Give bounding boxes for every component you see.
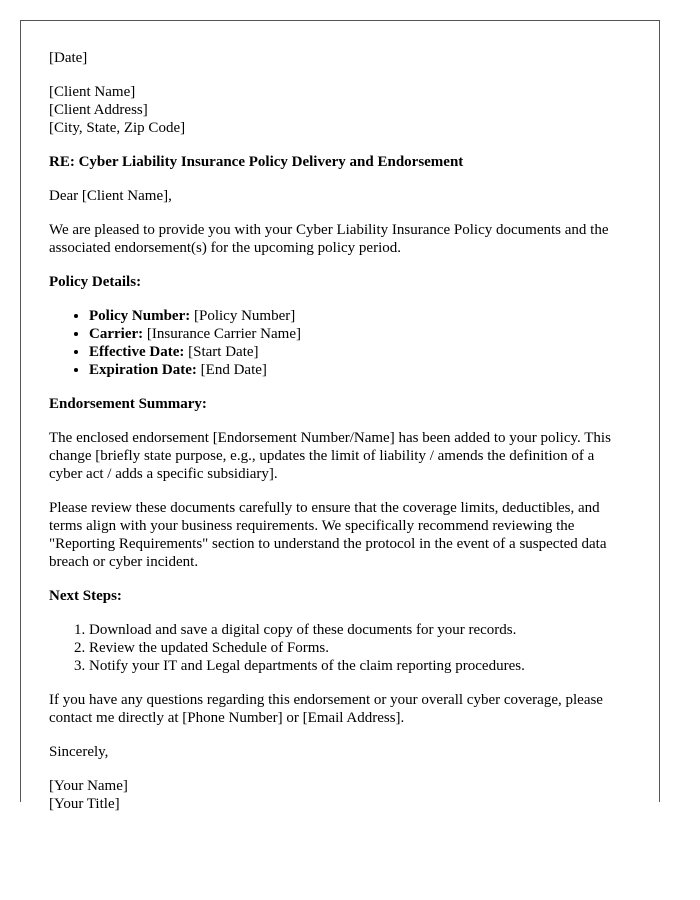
recipient-address: [Client Address] [49, 102, 148, 118]
recipient-block [49, 83, 631, 137]
next-steps-heading: Next Steps: [49, 588, 122, 604]
subject-line: RE: Cyber Liability Insurance Policy Delivery and Endorsement [49, 154, 464, 170]
policy-detail-label: Effective Date: [89, 344, 185, 360]
policy-detail-label: Policy Number: [89, 308, 191, 324]
signature-name: [Your Name] [49, 778, 128, 794]
closing-paragraph: If you have any questions regarding this endorsement or your overall cyber coverage, please contact me directly at [Phone Number] or [Email Address]. [49, 692, 603, 726]
review-paragraph: Please review these documents carefully to ensure that the coverage limits, deductibles, and terms align with your business requirements. We specifically recommend reviewing the "Reporting Requirements" section to understand the protocol in the event of a suspected data breach or cyber incident. [49, 500, 607, 570]
letter-page [20, 20, 660, 812]
recipient-name: [Client Name] [49, 84, 136, 100]
policy-detail-label: Expiration Date: [89, 362, 197, 378]
policy-detail-item [89, 325, 631, 343]
salutation: Dear [Client Name], [49, 188, 172, 204]
signature-title: [Your Title] [49, 796, 120, 812]
policy-detail-value: [Insurance Carrier Name] [143, 326, 301, 342]
sign-off: Sincerely, [49, 744, 109, 760]
next-step-item: 1. Download and save a digital copy of these documents for your records. [89, 621, 631, 639]
intro-paragraph: We are pleased to provide you with your Cyber Liability Insurance Policy documents and the associated endorsement(s) for the upcoming policy period. [49, 222, 609, 256]
policy-details-heading: Policy Details: [49, 274, 142, 290]
policy-detail-value: [End Date] [196, 362, 267, 378]
endorsement-summary-paragraph: The enclosed endorsement [Endorsement Number/Name] has been added to your policy. This change [briefly state purpose, e.g., updates the limit of liability / amends the definition of a cyber act / adds a specific subsidiary]. [49, 430, 611, 482]
endorsement-summary-heading: Endorsement Summary: [49, 396, 207, 412]
policy-detail-value: [Policy Number] [190, 308, 296, 324]
policy-detail-item [89, 361, 631, 379]
policy-details-list [49, 307, 631, 379]
next-steps-list [49, 621, 631, 675]
next-step-item: 2. Review the updated Schedule of Forms. [89, 639, 631, 657]
letter-body [21, 21, 659, 813]
policy-detail-item [89, 307, 631, 325]
policy-detail-label: Carrier: [89, 326, 144, 342]
policy-detail-value: [Start Date] [184, 344, 259, 360]
policy-detail-item [89, 343, 631, 361]
letter-date: [Date] [49, 50, 88, 66]
signature-block [49, 777, 631, 813]
recipient-city: [City, State, Zip Code] [49, 120, 186, 136]
next-step-item: 3. Notify your IT and Legal departments of the claim reporting procedures. [89, 657, 631, 675]
